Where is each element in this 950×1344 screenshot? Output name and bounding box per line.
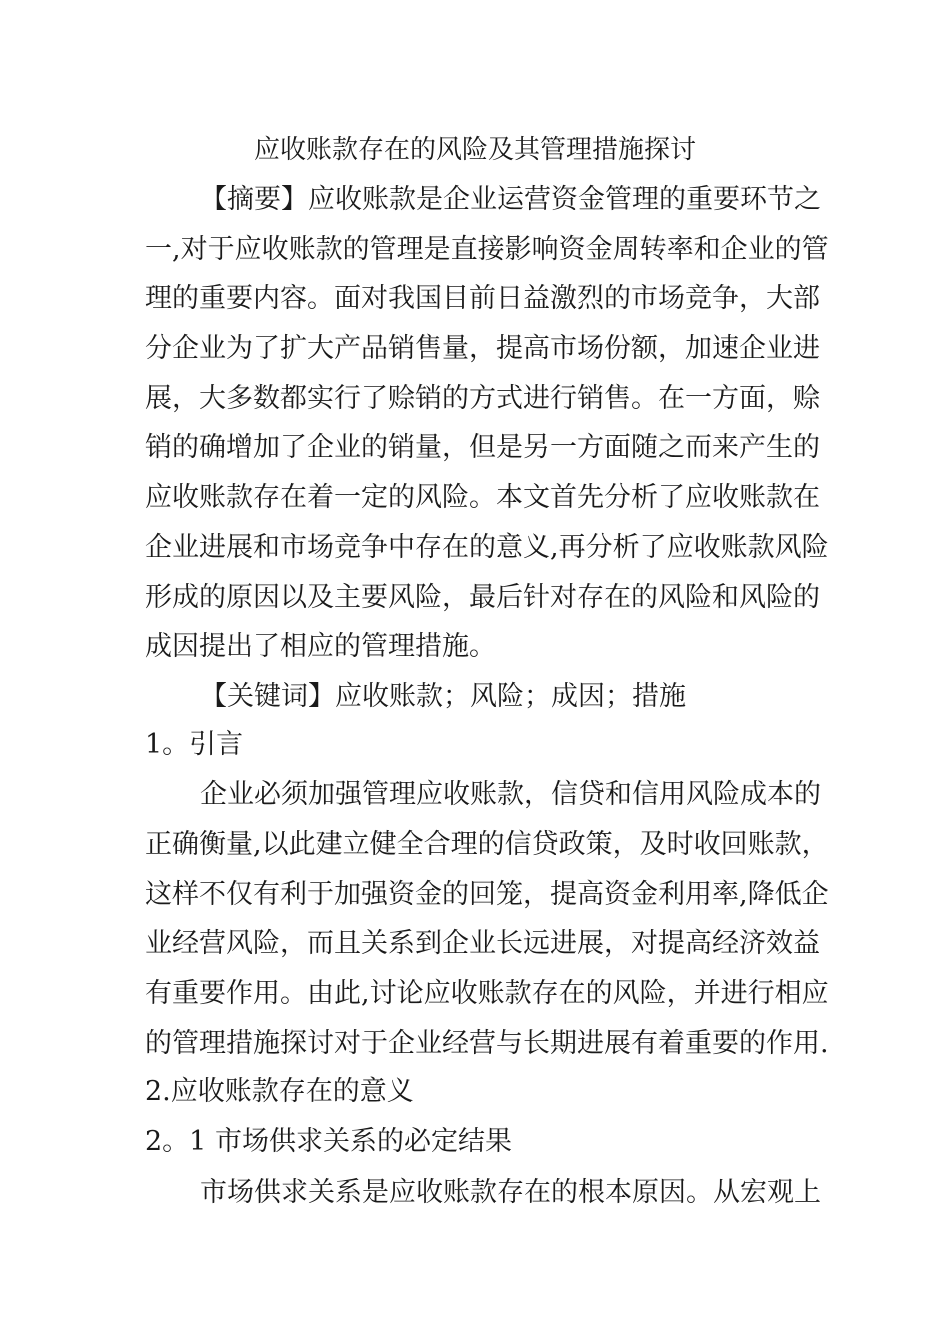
abstract-line: 展，大多数都实行了赊销的方式进行销售。在一方面，赊 [145,383,820,414]
keywords-line: 【关键词】应收账款；风险；成因；措施 [200,681,686,712]
abstract-line: 分企业为了扩大产品销售量，提高市场份额，加速企业进 [145,333,820,364]
intro-line: 正确衡量,以此建立健全合理的信贷政策，及时收回账款， [145,829,829,860]
intro-line: 这样不仅有利于加强资金的回笼，提高资金利用率,降低企 [145,879,829,910]
intro-line: 业经营风险，而且关系到企业长远进展，对提高经济效益 [145,928,820,959]
abstract-line: 【摘要】应收账款是企业运营资金管理的重要环节之 [200,184,821,215]
abstract-line: 形成的原因以及主要风险，最后针对存在的风险和风险的 [145,582,820,613]
subsection-heading-market: 2。1 市场供求关系的必定结果 [145,1126,512,1157]
abstract-line: 企业进展和市场竞争中存在的意义,再分析了应收账款风险 [145,532,829,563]
abstract-line: 销的确增加了企业的销量，但是另一方面随之而来产生的 [145,432,820,463]
intro-line: 有重要作用。由此,讨论应收账款存在的风险，并进行相应 [145,978,829,1009]
abstract-line: 应收账款存在着一定的风险。本文首先分析了应收账款在 [145,482,820,513]
section-heading-intro: 1。引言 [145,729,244,760]
intro-line: 的管理措施探讨对于企业经营与长期进展有着重要的作用. [145,1028,829,1059]
market-line: 市场供求关系是应收账款存在的根本原因。从宏观上 [200,1177,821,1208]
abstract-line: 一,对于应收账款的管理是直接影响资金周转率和企业的管 [145,234,829,265]
document-title: 应收账款存在的风险及其管理措施探讨 [253,135,696,165]
abstract-line: 成因提出了相应的管理措施。 [145,631,496,662]
abstract-line: 理的重要内容。面对我国目前日益激烈的市场竞争，大部 [145,283,820,314]
section-heading-significance: 2.应收账款存在的意义 [145,1076,414,1107]
intro-line: 企业必须加强管理应收账款，信贷和信用风险成本的 [200,779,821,810]
